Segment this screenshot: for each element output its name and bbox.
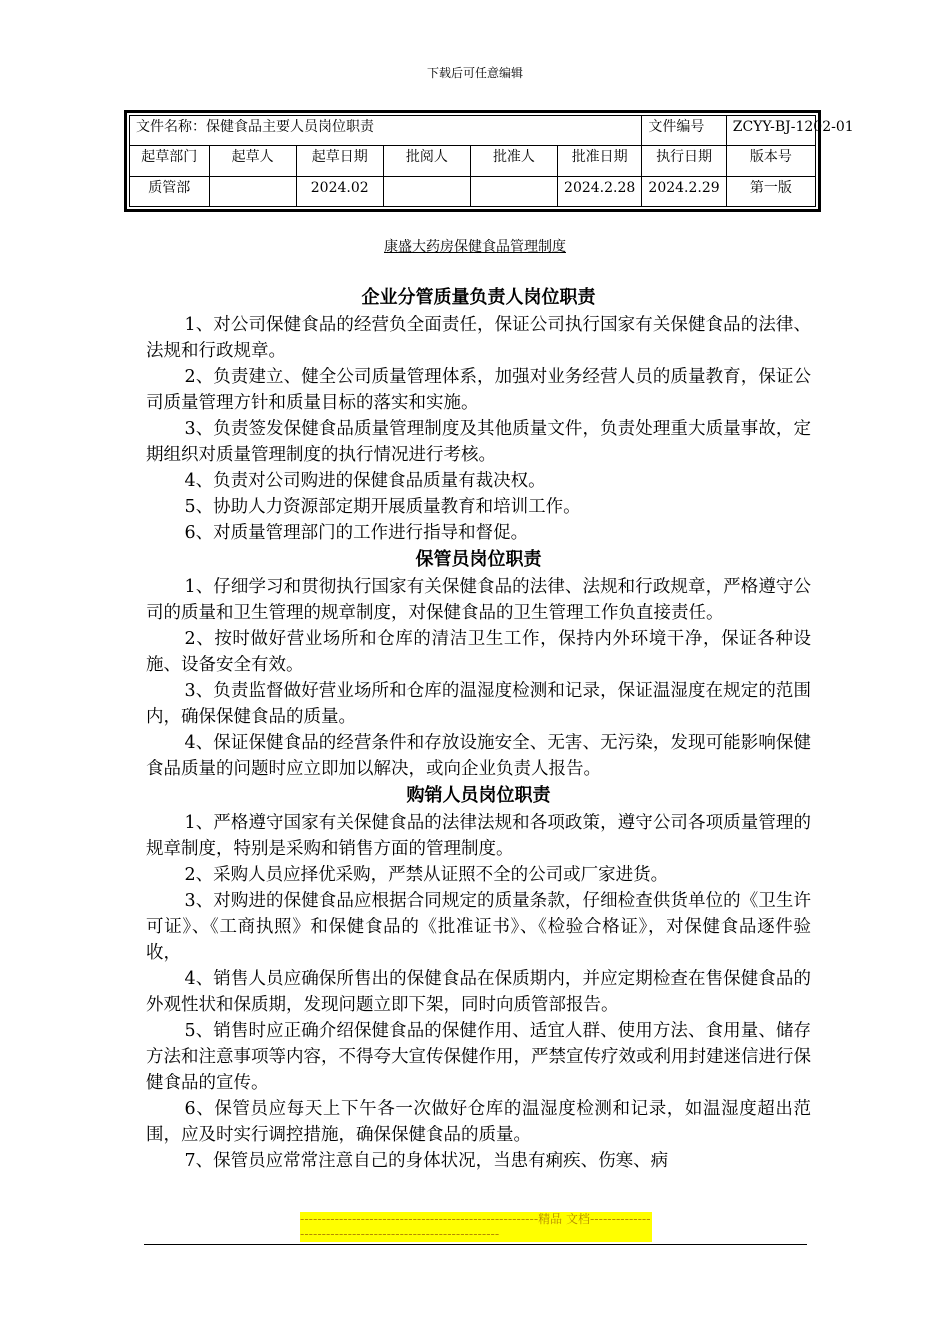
value-reviewer [383,176,470,206]
value-draft-date: 2024.02 [296,176,383,206]
section-title: 保管员岗位职责 [415,549,542,570]
section-paragraph: 1、严格遵守国家有关保健食品的法律法规和各项政策，遵守公司各项质量管理的规章制度，特别是采购和销售方面的管理制度。 [146,813,811,859]
header-drafter: 起草人 [209,146,296,176]
page-header-note: 下载后可任意编辑 [426,66,523,80]
header-approval-date: 批准日期 [558,146,642,176]
document-info-table [124,110,854,212]
value-approval-date: 2024.2.28 [558,176,642,206]
section-title: 企业分管质量负责人岗位职责 [361,287,596,308]
file-name-cell [130,116,642,146]
section-paragraph: 6、对质量管理部门的工作进行指导和督促。 [184,523,529,543]
section-paragraph: 2、按时做好营业场所和仓库的清洁卫生工作，保持内外环境干净，保证各种设施、设备安全有效。 [146,629,811,675]
section-paragraph: 3、对购进的保健食品应根据合同规定的质量条款，仔细检查供货单位的《卫生许可证》、《工商执照》和保健食品的《批准证书》、《检验合格证》，对保健食品逐件验收， [146,891,811,963]
document-body [146,284,811,1174]
value-drafting-department: 质管部 [130,176,210,206]
file-name-value: 保健食品主要人员岗位职责 [206,119,374,135]
section-paragraph: 3、负责签发保健食品质量管理制度及其他质量文件，负责处理重大质量事故，定期组织对质量管理制度的执行情况进行考核。 [146,419,811,465]
header-reviewer: 批阅人 [383,146,470,176]
value-approver [470,176,557,206]
section-paragraph: 7、保管员应常常注意自己的身体状况，当患有痢疾、伤寒、病 [184,1151,669,1171]
section-paragraph: 5、协助人力资源部定期开展质量教育和培训工作。 [184,497,581,517]
header-approver: 批准人 [470,146,557,176]
section-paragraph: 1、仔细学习和贯彻执行国家有关保健食品的法律、法规和行政规章，严格遵守公司的质量和卫生管理的规章制度，对保健食品的卫生管理工作负直接责任。 [146,577,811,623]
section-paragraph: 4、负责对公司购进的保健食品质量有裁决权。 [184,471,546,491]
footer-watermark-text: -------------------------------------------------------精品 文档------------------------------------------------------------ [300,1212,651,1241]
section-paragraph: 4、销售人员应确保所售出的保健食品在保质期内，并应定期检查在售保健食品的外观性状和保质期，发现问题立即下架，同时向质管部报告。 [146,969,811,1015]
header-drafting-department: 起草部门 [130,146,210,176]
file-name-label: 文件名称： [136,119,206,135]
section-title: 购销人员岗位职责 [406,785,551,806]
value-version: 第一版 [726,176,815,206]
section-paragraph: 2、采购人员应择优采购，严禁从证照不全的公司或厂家进货。 [184,865,669,885]
section-paragraph: 1、对公司保健食品的经营负全面责任，保证公司执行国家有关保健食品的法律、法规和行政规章。 [146,315,811,361]
value-effective-date: 2024.2.29 [642,176,726,206]
section-paragraph: 6、保管员应每天上下午各一次做好仓库的温湿度检测和记录，如温湿度超出范围，应及时实行调控措施，确保保健食品的质量。 [146,1099,811,1145]
header-version: 版本号 [726,146,815,176]
section-paragraph: 4、保证保健食品的经营条件和存放设施安全、无害、无污染，发现可能影响保健食品质量的问题时应立即加以解决，或向企业负责人报告。 [146,733,811,779]
document-subtitle: 康盛大药房保健食品管理制度 [384,239,566,255]
section-paragraph: 3、负责监督做好营业场所和仓库的温湿度检测和记录，保证温湿度在规定的范围内，确保保健食品的质量。 [146,681,811,727]
header-effective-date: 执行日期 [642,146,726,176]
file-number-label: 文件编号 [642,116,726,146]
footer-divider [144,1244,807,1245]
section-paragraph: 2、负责建立、健全公司质量管理体系，加强对业务经营人员的质量教育，保证公司质量管理方针和质量目标的落实和实施。 [146,367,811,413]
section-paragraph: 5、销售时应正确介绍保健食品的保健作用、适宜人群、使用方法、食用量、储存方法和注意事项等内容，不得夸大宣传保健作用，严禁宣传疗效或利用封建迷信进行保健食品的宣传。 [146,1021,811,1093]
header-draft-date: 起草日期 [296,146,383,176]
file-number-value: ZCYY-BJ-1202-01 [726,116,815,146]
value-drafter [209,176,296,206]
